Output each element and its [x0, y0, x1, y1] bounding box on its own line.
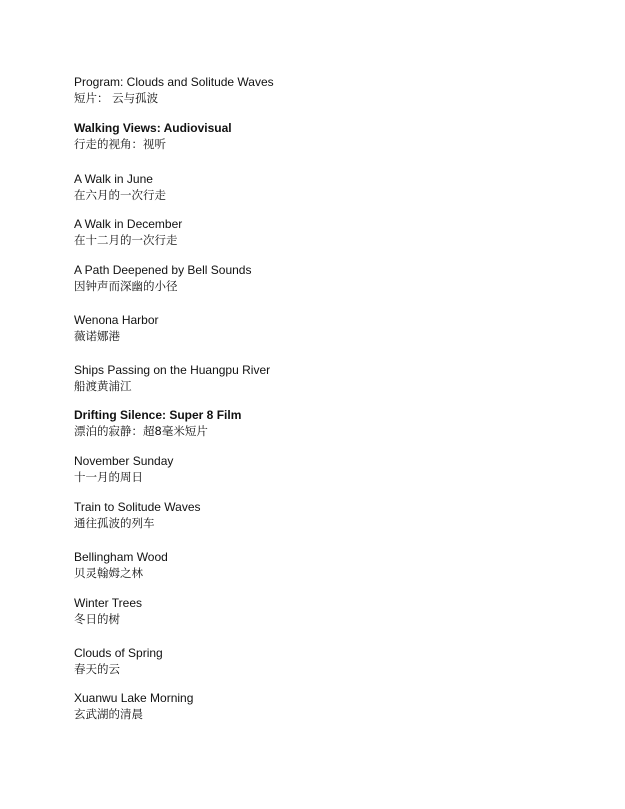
- film-entry: [74, 312, 594, 344]
- section-heading: [74, 120, 594, 152]
- entry-title-cn: 贝灵翰姆之林: [74, 566, 143, 580]
- film-entry: [74, 595, 594, 627]
- film-entry: [74, 453, 594, 485]
- entry-title-en: Clouds of Spring: [74, 646, 163, 660]
- film-entry: [74, 171, 594, 203]
- entry-title-en: Wenona Harbor: [74, 313, 159, 327]
- entry-title-cn: 在十二月的一次行走: [74, 233, 178, 247]
- section-title-cn: 行走的视角：视听: [74, 137, 166, 151]
- entry-title-cn: 在六月的一次行走: [74, 188, 166, 202]
- section-title-en: Walking Views: Audiovisual: [74, 121, 232, 135]
- entry-title-cn: 薇诺娜港: [74, 329, 120, 343]
- entry-title-cn: 短片： 云与孤波: [74, 91, 159, 105]
- film-entry: [74, 216, 594, 248]
- entry-title-en: Program: Clouds and Solitude Waves: [74, 75, 274, 89]
- entry-title-cn: 船渡黄浦江: [74, 379, 132, 393]
- entry-title-en: Ships Passing on the Huangpu River: [74, 363, 271, 377]
- section-title-en: Drifting Silence: Super 8 Film: [74, 408, 242, 422]
- film-entry: [74, 499, 594, 531]
- entry-title-en: A Path Deepened by Bell Sounds: [74, 263, 252, 277]
- film-entry: [74, 549, 594, 581]
- film-entry: [74, 690, 594, 722]
- entry-title-cn: 玄武湖的清晨: [74, 707, 143, 721]
- entry-title-en: Xuanwu Lake Morning: [74, 691, 194, 705]
- entry-title-en: Train to Solitude Waves: [74, 500, 201, 514]
- document-page: [74, 0, 594, 809]
- entry-title-cn: 春天的云: [74, 662, 120, 676]
- film-entry: [74, 362, 594, 394]
- film-entry: [74, 262, 594, 294]
- entry-title-cn: 冬日的树: [74, 612, 120, 626]
- entry-title-en: November Sunday: [74, 454, 174, 468]
- entry-title-en: A Walk in December: [74, 217, 183, 231]
- section-heading: [74, 407, 594, 439]
- entry-title-cn: 通往孤波的列车: [74, 516, 155, 530]
- entry-title-cn: 因钟声而深幽的小径: [74, 279, 178, 293]
- entry-title-en: A Walk in June: [74, 172, 153, 186]
- film-entry: [74, 645, 594, 677]
- entry-title-cn: 十一月的周日: [74, 470, 143, 484]
- entry-title-en: Bellingham Wood: [74, 550, 168, 564]
- section-title-cn: 漂泊的寂静：超8毫米短片: [74, 424, 208, 438]
- program-title: [74, 74, 594, 106]
- entry-title-en: Winter Trees: [74, 596, 143, 610]
